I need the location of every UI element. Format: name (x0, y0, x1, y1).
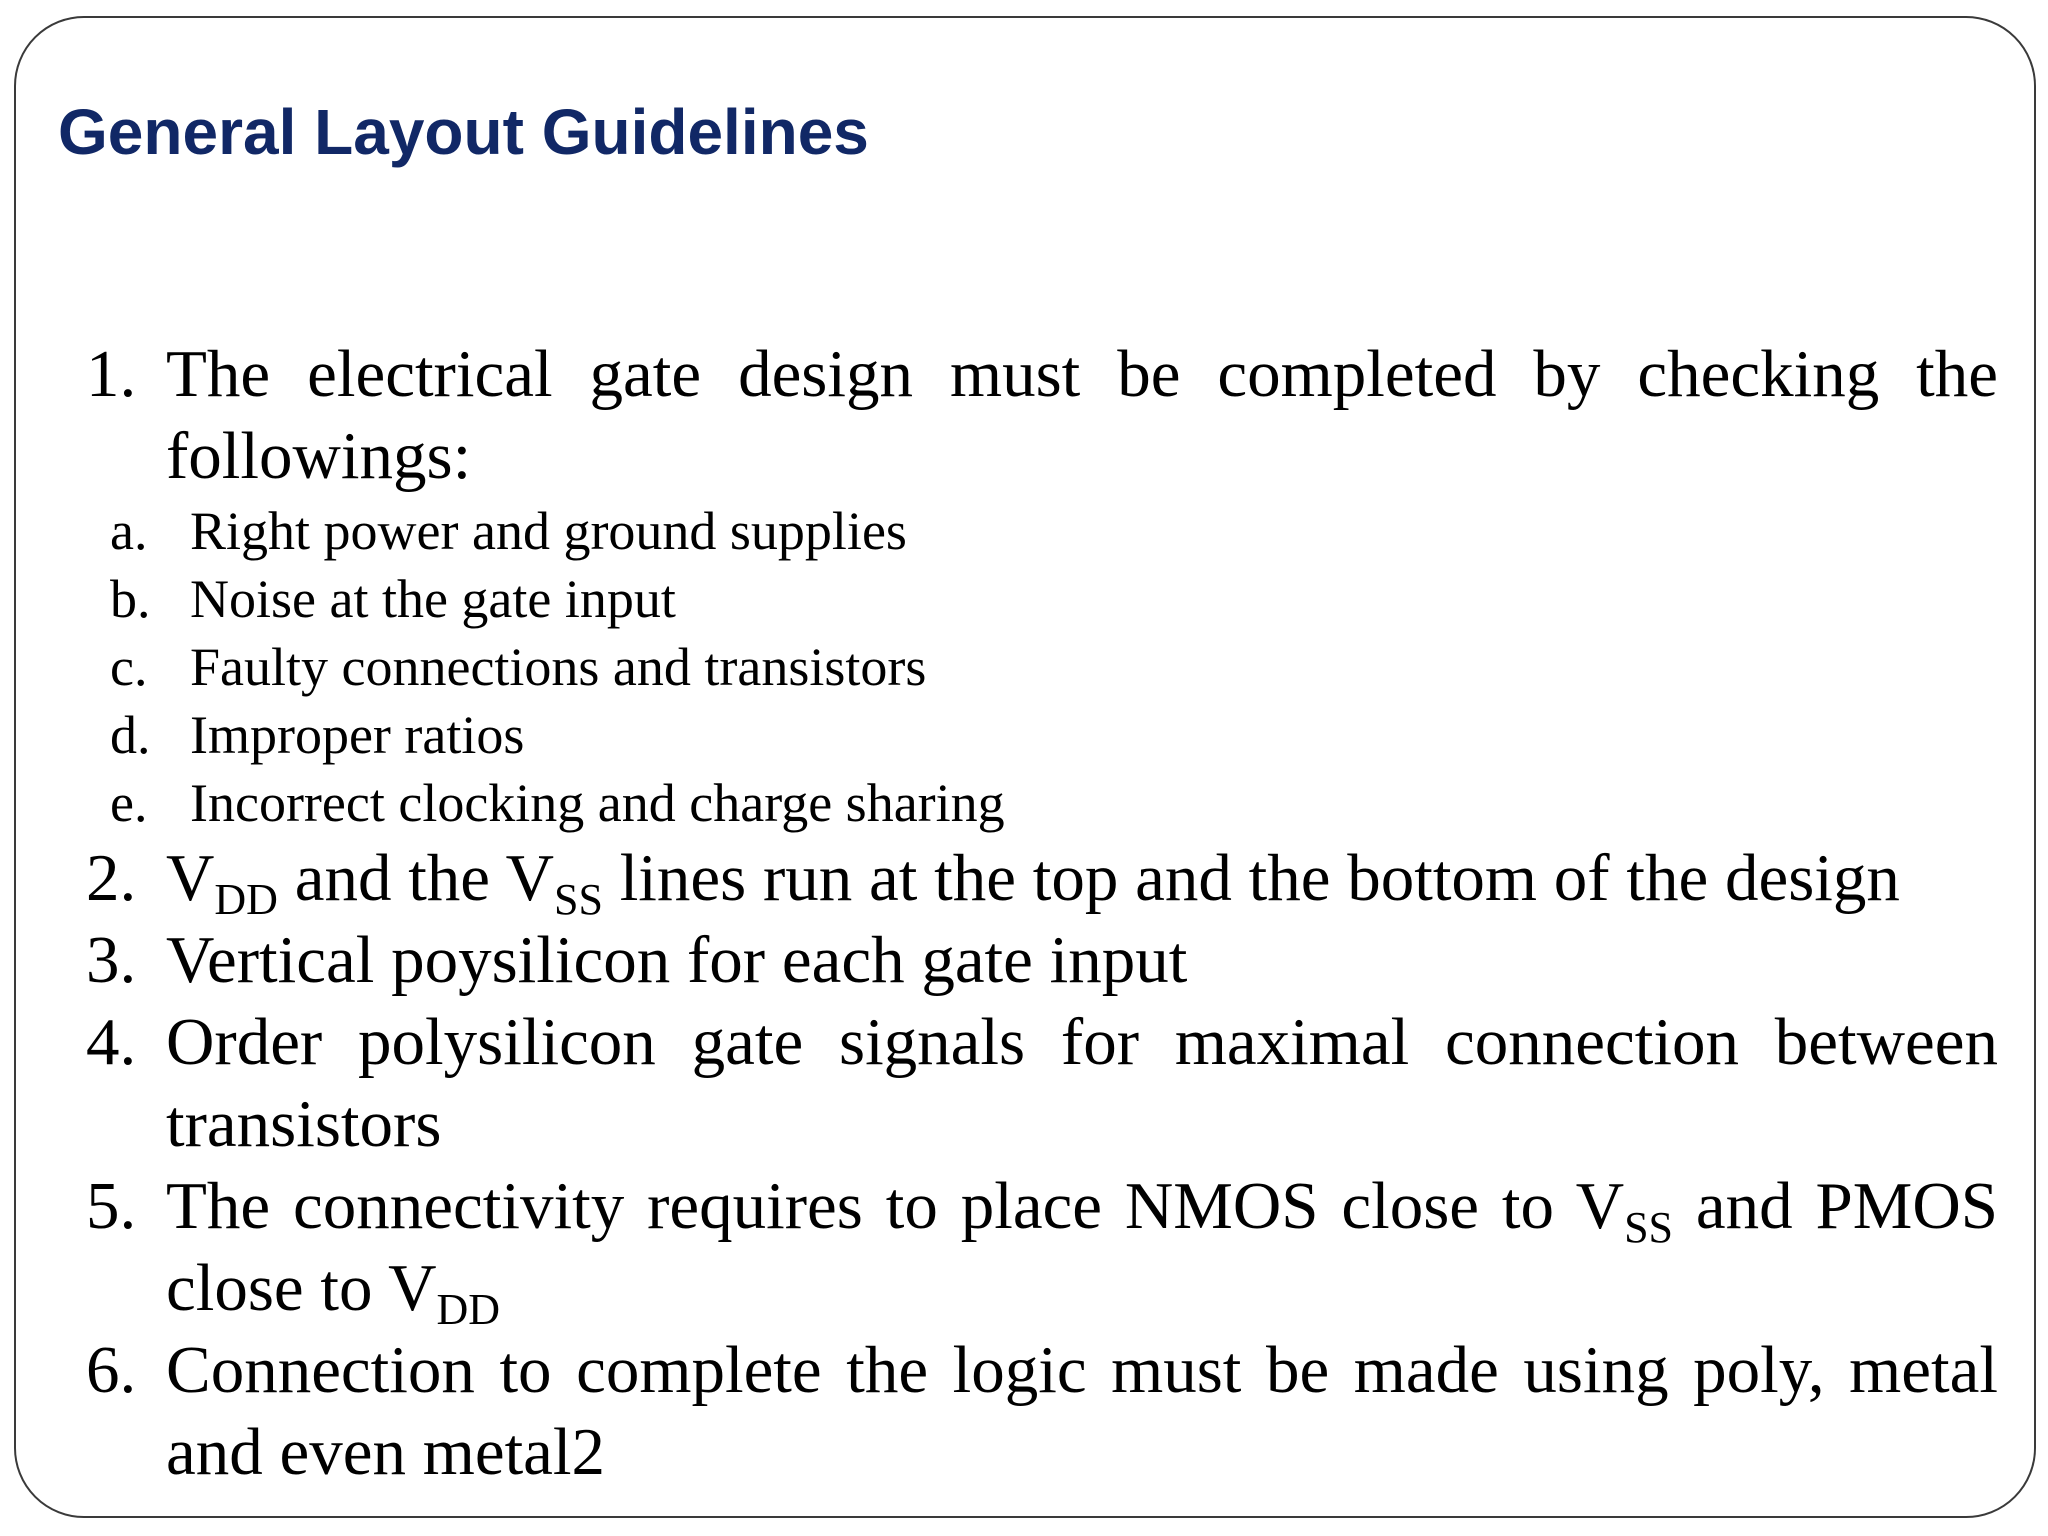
item-number: 3. (86, 923, 137, 997)
item-text: Vertical poysilicon for each gate input (166, 923, 1188, 997)
voltage-subscript: SS (1624, 1203, 1674, 1252)
sub-item-b (86, 565, 1998, 633)
sub-item-text: Incorrect clocking and charge sharing (190, 773, 1005, 833)
item-number: 2. (86, 841, 137, 915)
voltage-subscript: DD (436, 1285, 501, 1334)
voltage-subscript: DD (214, 875, 278, 924)
sub-item-text: Noise at the gate input (190, 569, 676, 629)
sub-item-letter: c. (110, 637, 148, 697)
sub-item-text: Right power and ground supplies (190, 501, 907, 561)
item-text (166, 1165, 1998, 1334)
item-text: Connection to complete the logic must be made using poly, metal and even metal2 (166, 1333, 1998, 1489)
sub-item-c (86, 633, 1998, 701)
sub-item-letter: d. (110, 705, 151, 765)
text-fragment: lines run at the top and the bottom of the design (602, 841, 1900, 915)
guideline-item-4 (86, 1001, 1998, 1165)
guideline-item-3 (86, 919, 1998, 1001)
sub-list (86, 497, 1998, 837)
voltage-symbol: V (1575, 1169, 1625, 1243)
sub-item-e (86, 769, 1998, 837)
item-text: The electrical gate design must be completed by checking the followings: (166, 337, 1998, 493)
sub-item-a (86, 497, 1998, 565)
sub-item-letter: a. (110, 501, 148, 561)
slide (14, 16, 2036, 1518)
voltage-symbol: V (388, 1251, 437, 1325)
sub-item-letter: e. (110, 773, 148, 833)
guideline-item-6 (86, 1329, 1998, 1493)
text-fragment: The connectivity requires to place NMOS close to (166, 1169, 1576, 1243)
text-fragment: and PMOS close to (166, 1169, 1998, 1325)
voltage-symbol: V (166, 841, 215, 915)
voltage-subscript: SS (553, 875, 603, 924)
voltage-symbol: V (505, 841, 554, 915)
sub-item-text: Improper ratios (190, 705, 525, 765)
sub-item-text: Faulty connections and transistors (190, 637, 927, 697)
text-fragment: and the (277, 841, 506, 915)
item-number: 4. (86, 1005, 137, 1079)
sub-item-letter: b. (110, 569, 151, 629)
item-text (166, 837, 1998, 924)
sub-item-d (86, 701, 1998, 769)
item-number: 6. (86, 1333, 137, 1407)
guidelines-list (86, 333, 1998, 1493)
item-number: 5. (86, 1169, 137, 1243)
guideline-item-5 (86, 1165, 1998, 1334)
guideline-item-2 (86, 837, 1998, 924)
item-text: Order polysilicon gate signals for maximal connection between transistors (166, 1005, 1998, 1161)
slide-title: General Layout Guidelines (58, 96, 869, 168)
guideline-item-1 (86, 333, 1998, 497)
item-number: 1. (86, 337, 137, 411)
